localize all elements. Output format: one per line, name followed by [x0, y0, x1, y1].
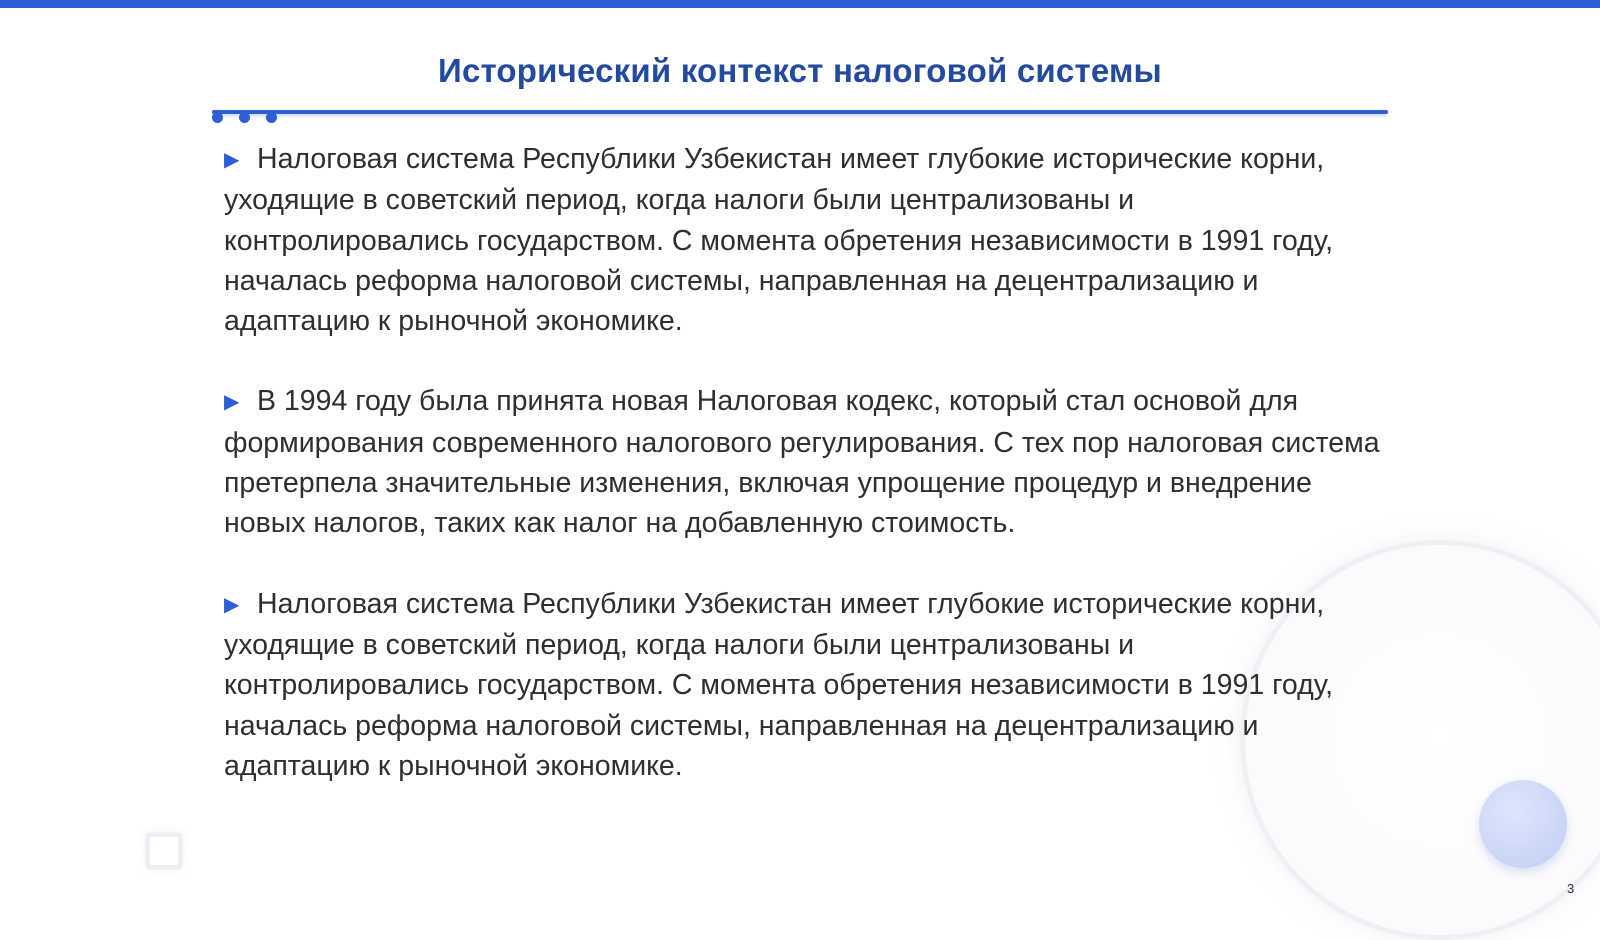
title-underline: [212, 110, 1388, 114]
decorative-small-circle: [1479, 780, 1567, 868]
dot-icon: [266, 112, 277, 123]
triangle-bullet-icon: ▶: [224, 593, 240, 616]
paragraph-text: Налоговая система Республики Узбекистан имеет глубокие исторические корни, уходящие в советский период, когда налоги были централизованы и контролировались государством. С момента обретения независимости в 1991 году, началась реформа налоговой системы, направленная на децентрализацию и адаптацию к рыночной экономике.: [224, 587, 1334, 782]
page-number: 3: [1567, 881, 1575, 896]
paragraph-text: Налоговая система Республики Узбекистан имеет глубокие исторические корни, уходящие в советский период, когда налоги были централизованы и контролировались государством. С момента обретения независимости в 1991 году, началась реформа налоговой системы, направленная на децентрализацию и адаптацию к рыночной экономике.: [224, 143, 1334, 338]
bullet-paragraph-2: [224, 381, 1384, 543]
bullet-paragraph-1: [224, 139, 1384, 341]
triangle-bullet-icon: ▶: [224, 149, 240, 171]
dot-icon: [239, 112, 250, 123]
slide-title: Исторический контекст налоговой системы: [438, 52, 1162, 89]
title-dots-decoration: [212, 112, 293, 123]
top-accent-bar: [0, 0, 1600, 8]
slide-body: [224, 139, 1384, 826]
decorative-square: [146, 833, 182, 869]
triangle-bullet-icon: ▶: [224, 391, 240, 414]
paragraph-text: В 1994 году была принята новая Налоговая кодекс, который стал основой для формирования современного налогового регулирования. С тех пор налоговая система претерпела значительные изменения, включая упрощение процедур и внедрение новых налогов, таких как налог на добавленную стоимость.: [224, 385, 1380, 540]
bullet-paragraph-3: [224, 584, 1384, 786]
dot-icon: [212, 112, 223, 123]
